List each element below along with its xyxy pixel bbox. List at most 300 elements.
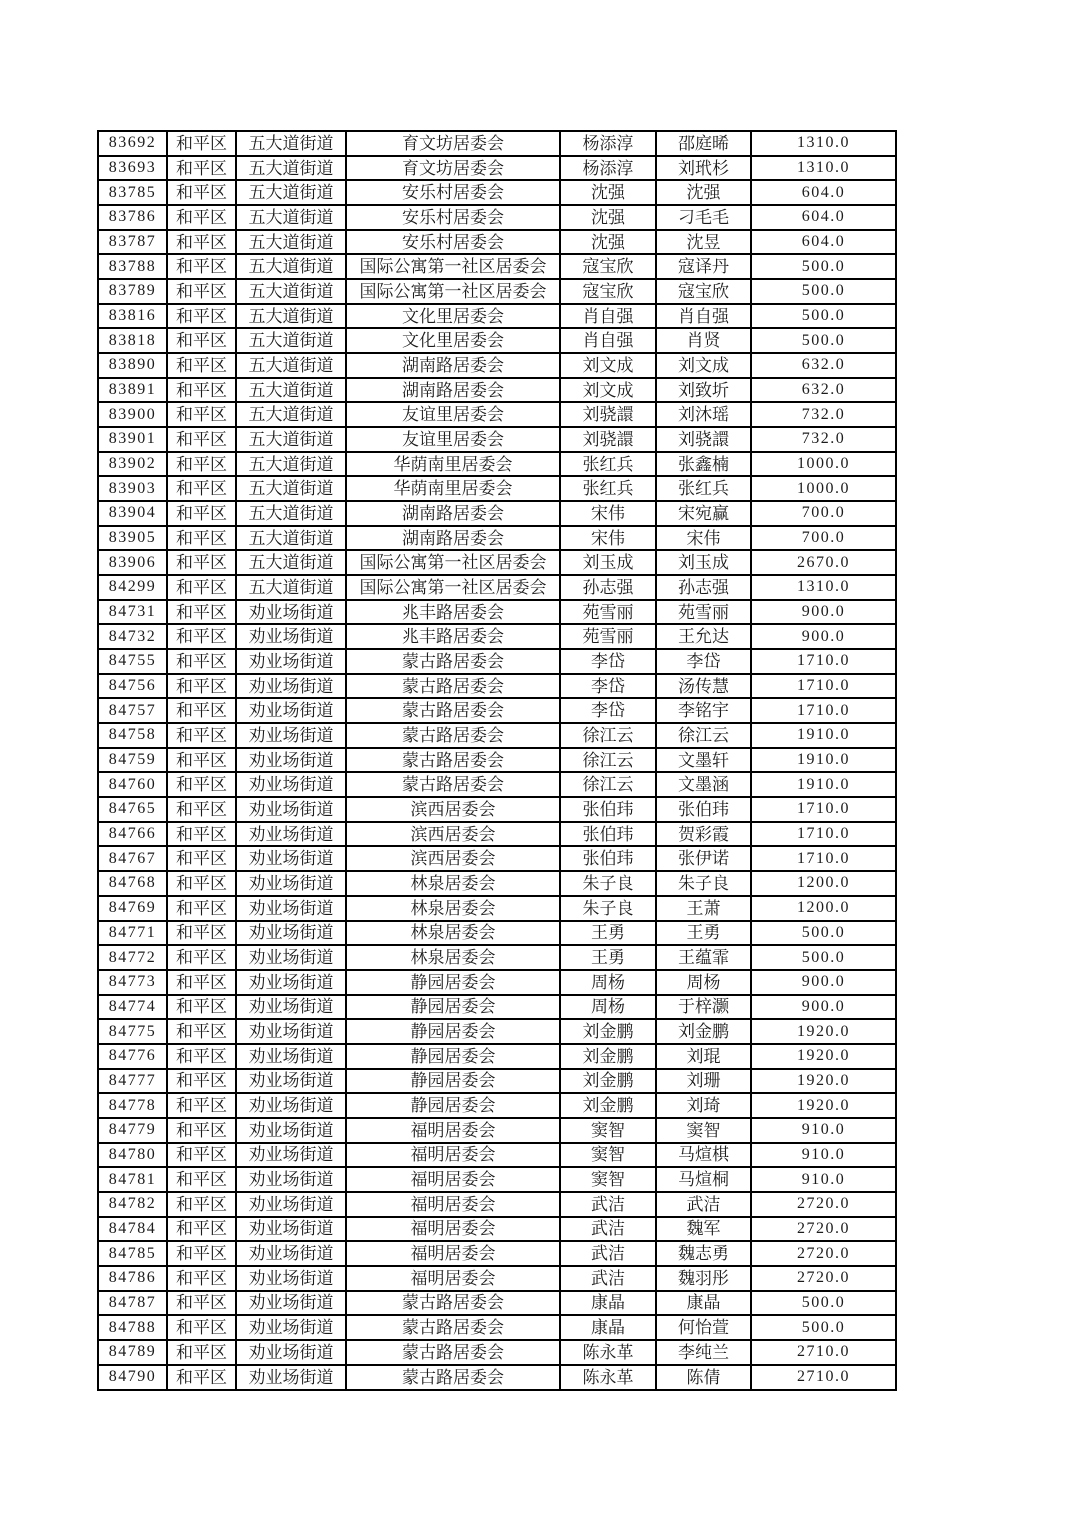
cell-name1: 康晶: [560, 1291, 656, 1316]
table-row: [98, 1217, 896, 1242]
table-row: [98, 698, 896, 723]
cell-name2: 文墨轩: [656, 748, 751, 773]
cell-name1: 刘骁譞: [560, 427, 656, 452]
cell-name1: 刘骁譞: [560, 402, 656, 427]
cell-committee: 蒙古路居委会: [346, 698, 560, 723]
cell-name1: 孙志强: [560, 575, 656, 600]
cell-amount: 500.0: [751, 304, 896, 329]
table-row: [98, 501, 896, 526]
cell-district: 和平区: [167, 476, 236, 501]
cell-district: 和平区: [167, 1118, 236, 1143]
cell-id: 83905: [98, 526, 167, 551]
cell-street: 五大道街道: [236, 402, 346, 427]
cell-street: 劝业场街道: [236, 674, 346, 699]
cell-id: 84779: [98, 1118, 167, 1143]
cell-amount: 2670.0: [751, 550, 896, 575]
cell-name1: 沈强: [560, 180, 656, 205]
cell-amount: 1710.0: [751, 822, 896, 847]
cell-district: 和平区: [167, 180, 236, 205]
cell-amount: 500.0: [751, 921, 896, 946]
cell-name1: 苑雪丽: [560, 600, 656, 625]
cell-committee: 兆丰路居委会: [346, 600, 560, 625]
cell-amount: 500.0: [751, 945, 896, 970]
cell-name2: 苑雪丽: [656, 600, 751, 625]
cell-name2: 徐江云: [656, 723, 751, 748]
cell-committee: 福明居委会: [346, 1192, 560, 1217]
cell-id: 83816: [98, 304, 167, 329]
cell-name2: 肖贤: [656, 328, 751, 353]
cell-amount: 500.0: [751, 1291, 896, 1316]
cell-id: 83692: [98, 131, 167, 156]
cell-street: 五大道街道: [236, 526, 346, 551]
cell-street: 劝业场街道: [236, 1291, 346, 1316]
cell-name1: 刘文成: [560, 378, 656, 403]
cell-street: 劝业场街道: [236, 945, 346, 970]
cell-district: 和平区: [167, 772, 236, 797]
cell-amount: 632.0: [751, 378, 896, 403]
cell-committee: 友谊里居委会: [346, 402, 560, 427]
cell-amount: 900.0: [751, 970, 896, 995]
cell-name1: 刘文成: [560, 353, 656, 378]
cell-district: 和平区: [167, 970, 236, 995]
cell-name2: 刘琦: [656, 1093, 751, 1118]
table-row: [98, 205, 896, 230]
cell-id: 84757: [98, 698, 167, 723]
cell-committee: 静园居委会: [346, 1019, 560, 1044]
cell-amount: 900.0: [751, 995, 896, 1020]
table-row: [98, 1365, 896, 1390]
cell-id: 84781: [98, 1167, 167, 1192]
cell-name2: 魏志勇: [656, 1241, 751, 1266]
cell-district: 和平区: [167, 1315, 236, 1340]
cell-name1: 刘金鹏: [560, 1044, 656, 1069]
cell-name1: 王勇: [560, 921, 656, 946]
cell-name2: 武洁: [656, 1192, 751, 1217]
cell-district: 和平区: [167, 797, 236, 822]
cell-id: 83789: [98, 279, 167, 304]
cell-name2: 李纯兰: [656, 1340, 751, 1365]
cell-street: 五大道街道: [236, 378, 346, 403]
cell-district: 和平区: [167, 1266, 236, 1291]
cell-street: 劝业场街道: [236, 1118, 346, 1143]
table-row: [98, 624, 896, 649]
cell-id: 84787: [98, 1291, 167, 1316]
cell-id: 84768: [98, 871, 167, 896]
cell-amount: 1200.0: [751, 896, 896, 921]
cell-street: 劝业场街道: [236, 1315, 346, 1340]
cell-street: 劝业场街道: [236, 921, 346, 946]
table-row: [98, 1143, 896, 1168]
cell-name1: 寇宝欣: [560, 254, 656, 279]
cell-name1: 张伯玮: [560, 846, 656, 871]
table-row: [98, 1167, 896, 1192]
table-row: [98, 476, 896, 501]
cell-name2: 刘骁譞: [656, 427, 751, 452]
cell-name1: 刘金鹏: [560, 1069, 656, 1094]
table-row: [98, 921, 896, 946]
cell-committee: 福明居委会: [346, 1266, 560, 1291]
cell-amount: 1000.0: [751, 452, 896, 477]
cell-district: 和平区: [167, 156, 236, 181]
cell-name2: 贺彩霞: [656, 822, 751, 847]
cell-id: 84769: [98, 896, 167, 921]
cell-name2: 陈倩: [656, 1365, 751, 1390]
cell-amount: 500.0: [751, 279, 896, 304]
cell-district: 和平区: [167, 526, 236, 551]
cell-name1: 沈强: [560, 230, 656, 255]
cell-district: 和平区: [167, 550, 236, 575]
cell-committee: 国际公寓第一社区居委会: [346, 254, 560, 279]
table-row: [98, 1019, 896, 1044]
cell-name1: 周杨: [560, 970, 656, 995]
cell-committee: 滨西居委会: [346, 797, 560, 822]
cell-name2: 张伯玮: [656, 797, 751, 822]
cell-committee: 蒙古路居委会: [346, 748, 560, 773]
cell-id: 84773: [98, 970, 167, 995]
cell-street: 劝业场街道: [236, 649, 346, 674]
cell-name2: 张伊诺: [656, 846, 751, 871]
cell-name1: 陈永革: [560, 1365, 656, 1390]
cell-id: 83693: [98, 156, 167, 181]
cell-street: 劝业场街道: [236, 846, 346, 871]
cell-id: 83786: [98, 205, 167, 230]
cell-id: 83891: [98, 378, 167, 403]
table-row: [98, 846, 896, 871]
cell-committee: 蒙古路居委会: [346, 1365, 560, 1390]
table-row: [98, 797, 896, 822]
cell-amount: 900.0: [751, 600, 896, 625]
cell-amount: 910.0: [751, 1143, 896, 1168]
table-row: [98, 230, 896, 255]
cell-amount: 500.0: [751, 254, 896, 279]
cell-street: 劝业场街道: [236, 896, 346, 921]
cell-name1: 徐江云: [560, 748, 656, 773]
cell-district: 和平区: [167, 402, 236, 427]
cell-id: 84732: [98, 624, 167, 649]
cell-name1: 苑雪丽: [560, 624, 656, 649]
table-row: [98, 1315, 896, 1340]
cell-district: 和平区: [167, 205, 236, 230]
cell-street: 劝业场街道: [236, 995, 346, 1020]
cell-name2: 肖自强: [656, 304, 751, 329]
cell-district: 和平区: [167, 871, 236, 896]
cell-name2: 刘珊: [656, 1069, 751, 1094]
cell-name1: 宋伟: [560, 501, 656, 526]
cell-name2: 文墨涵: [656, 772, 751, 797]
cell-id: 84780: [98, 1143, 167, 1168]
cell-name2: 刘琨: [656, 1044, 751, 1069]
cell-amount: 1000.0: [751, 476, 896, 501]
cell-district: 和平区: [167, 1365, 236, 1390]
cell-street: 劝业场街道: [236, 1192, 346, 1217]
cell-id: 84790: [98, 1365, 167, 1390]
cell-district: 和平区: [167, 1340, 236, 1365]
cell-name1: 武洁: [560, 1266, 656, 1291]
cell-id: 83787: [98, 230, 167, 255]
cell-district: 和平区: [167, 1192, 236, 1217]
cell-district: 和平区: [167, 822, 236, 847]
cell-name2: 李铭宇: [656, 698, 751, 723]
cell-committee: 福明居委会: [346, 1167, 560, 1192]
cell-district: 和平区: [167, 1291, 236, 1316]
records-table: [97, 130, 897, 1391]
cell-name2: 刁毛毛: [656, 205, 751, 230]
cell-district: 和平区: [167, 279, 236, 304]
cell-committee: 兆丰路居委会: [346, 624, 560, 649]
table-row: [98, 1044, 896, 1069]
cell-street: 劝业场街道: [236, 1365, 346, 1390]
cell-id: 83788: [98, 254, 167, 279]
cell-id: 84731: [98, 600, 167, 625]
cell-name2: 何怡萱: [656, 1315, 751, 1340]
table-row: [98, 748, 896, 773]
cell-id: 84767: [98, 846, 167, 871]
cell-name1: 张红兵: [560, 452, 656, 477]
cell-street: 劝业场街道: [236, 797, 346, 822]
cell-id: 83903: [98, 476, 167, 501]
cell-id: 83890: [98, 353, 167, 378]
table-row: [98, 1266, 896, 1291]
cell-amount: 604.0: [751, 205, 896, 230]
cell-street: 五大道街道: [236, 353, 346, 378]
cell-street: 劝业场街道: [236, 772, 346, 797]
cell-name1: 沈强: [560, 205, 656, 230]
cell-street: 劝业场街道: [236, 970, 346, 995]
cell-name1: 窦智: [560, 1143, 656, 1168]
cell-amount: 1710.0: [751, 698, 896, 723]
cell-district: 和平区: [167, 921, 236, 946]
table-row: [98, 427, 896, 452]
cell-name1: 刘金鹏: [560, 1093, 656, 1118]
cell-name2: 刘金鹏: [656, 1019, 751, 1044]
cell-amount: 700.0: [751, 501, 896, 526]
cell-district: 和平区: [167, 353, 236, 378]
cell-street: 劝业场街道: [236, 1217, 346, 1242]
cell-name2: 刘致圻: [656, 378, 751, 403]
cell-name2: 王允达: [656, 624, 751, 649]
cell-id: 84756: [98, 674, 167, 699]
cell-committee: 国际公寓第一社区居委会: [346, 575, 560, 600]
cell-name2: 汤传慧: [656, 674, 751, 699]
cell-name2: 张鑫楠: [656, 452, 751, 477]
cell-amount: 732.0: [751, 402, 896, 427]
cell-id: 83906: [98, 550, 167, 575]
cell-street: 五大道街道: [236, 328, 346, 353]
cell-district: 和平区: [167, 624, 236, 649]
cell-name2: 宋宛赢: [656, 501, 751, 526]
cell-committee: 华荫南里居委会: [346, 452, 560, 477]
cell-street: 五大道街道: [236, 304, 346, 329]
table-row: [98, 353, 896, 378]
cell-district: 和平区: [167, 328, 236, 353]
cell-amount: 910.0: [751, 1118, 896, 1143]
cell-name2: 刘文成: [656, 353, 751, 378]
cell-committee: 育文坊居委会: [346, 156, 560, 181]
cell-district: 和平区: [167, 378, 236, 403]
cell-district: 和平区: [167, 254, 236, 279]
cell-street: 劝业场街道: [236, 822, 346, 847]
cell-amount: 700.0: [751, 526, 896, 551]
cell-committee: 滨西居委会: [346, 846, 560, 871]
cell-name2: 寇译丹: [656, 254, 751, 279]
table-row: [98, 674, 896, 699]
cell-name2: 寇宝欣: [656, 279, 751, 304]
cell-name2: 王蕴霏: [656, 945, 751, 970]
cell-committee: 蒙古路居委会: [346, 772, 560, 797]
cell-id: 84772: [98, 945, 167, 970]
cell-id: 84771: [98, 921, 167, 946]
cell-street: 劝业场街道: [236, 748, 346, 773]
cell-amount: 1310.0: [751, 131, 896, 156]
cell-name2: 马煊棋: [656, 1143, 751, 1168]
cell-id: 84782: [98, 1192, 167, 1217]
cell-name2: 刘玉成: [656, 550, 751, 575]
cell-street: 劝业场街道: [236, 871, 346, 896]
table-row: [98, 649, 896, 674]
cell-district: 和平区: [167, 723, 236, 748]
table-row: [98, 600, 896, 625]
cell-name1: 宋伟: [560, 526, 656, 551]
cell-name2: 周杨: [656, 970, 751, 995]
cell-id: 84784: [98, 1217, 167, 1242]
cell-amount: 1910.0: [751, 748, 896, 773]
cell-id: 84776: [98, 1044, 167, 1069]
cell-name1: 周杨: [560, 995, 656, 1020]
table-row: [98, 1069, 896, 1094]
table-row: [98, 180, 896, 205]
cell-street: 劝业场街道: [236, 1241, 346, 1266]
cell-amount: 500.0: [751, 328, 896, 353]
cell-name2: 刘玳杉: [656, 156, 751, 181]
cell-amount: 910.0: [751, 1167, 896, 1192]
cell-committee: 安乐村居委会: [346, 205, 560, 230]
cell-amount: 2720.0: [751, 1241, 896, 1266]
cell-id: 83904: [98, 501, 167, 526]
cell-name2: 沈强: [656, 180, 751, 205]
table-row: [98, 822, 896, 847]
cell-amount: 1200.0: [751, 871, 896, 896]
cell-amount: 1910.0: [751, 772, 896, 797]
cell-amount: 2710.0: [751, 1365, 896, 1390]
cell-name1: 朱子良: [560, 871, 656, 896]
cell-id: 84766: [98, 822, 167, 847]
table-row: [98, 1192, 896, 1217]
table-row: [98, 402, 896, 427]
cell-committee: 林泉居委会: [346, 896, 560, 921]
cell-district: 和平区: [167, 1069, 236, 1094]
cell-street: 劝业场街道: [236, 723, 346, 748]
cell-street: 劝业场街道: [236, 624, 346, 649]
table-row: [98, 1340, 896, 1365]
table-row: [98, 452, 896, 477]
cell-id: 83901: [98, 427, 167, 452]
cell-name2: 康晶: [656, 1291, 751, 1316]
cell-district: 和平区: [167, 995, 236, 1020]
cell-committee: 静园居委会: [346, 1044, 560, 1069]
cell-street: 五大道街道: [236, 131, 346, 156]
cell-name1: 王勇: [560, 945, 656, 970]
cell-name2: 邵庭晞: [656, 131, 751, 156]
table-row: [98, 279, 896, 304]
cell-name1: 李岱: [560, 674, 656, 699]
cell-name2: 于梓灏: [656, 995, 751, 1020]
cell-district: 和平区: [167, 846, 236, 871]
table-row: [98, 131, 896, 156]
cell-amount: 1310.0: [751, 575, 896, 600]
cell-committee: 滨西居委会: [346, 822, 560, 847]
cell-name1: 徐江云: [560, 723, 656, 748]
cell-street: 五大道街道: [236, 575, 346, 600]
cell-committee: 林泉居委会: [346, 945, 560, 970]
table-row: [98, 896, 896, 921]
cell-committee: 福明居委会: [346, 1143, 560, 1168]
cell-district: 和平区: [167, 427, 236, 452]
cell-amount: 732.0: [751, 427, 896, 452]
cell-district: 和平区: [167, 501, 236, 526]
table-row: [98, 575, 896, 600]
cell-name1: 李岱: [560, 649, 656, 674]
cell-amount: 1710.0: [751, 797, 896, 822]
cell-name1: 徐江云: [560, 772, 656, 797]
cell-district: 和平区: [167, 131, 236, 156]
cell-committee: 国际公寓第一社区居委会: [346, 279, 560, 304]
cell-id: 84755: [98, 649, 167, 674]
cell-street: 五大道街道: [236, 501, 346, 526]
cell-amount: 632.0: [751, 353, 896, 378]
cell-street: 五大道街道: [236, 230, 346, 255]
cell-street: 劝业场街道: [236, 1266, 346, 1291]
cell-name1: 武洁: [560, 1217, 656, 1242]
cell-district: 和平区: [167, 304, 236, 329]
cell-name2: 朱子良: [656, 871, 751, 896]
cell-committee: 安乐村居委会: [346, 180, 560, 205]
cell-committee: 安乐村居委会: [346, 230, 560, 255]
cell-id: 83818: [98, 328, 167, 353]
cell-street: 劝业场街道: [236, 1143, 346, 1168]
cell-name1: 窦智: [560, 1167, 656, 1192]
cell-name1: 窦智: [560, 1118, 656, 1143]
cell-amount: 2720.0: [751, 1217, 896, 1242]
cell-amount: 900.0: [751, 624, 896, 649]
cell-committee: 友谊里居委会: [346, 427, 560, 452]
cell-id: 84299: [98, 575, 167, 600]
cell-name1: 武洁: [560, 1241, 656, 1266]
cell-id: 83785: [98, 180, 167, 205]
cell-id: 84786: [98, 1266, 167, 1291]
cell-committee: 蒙古路居委会: [346, 1315, 560, 1340]
cell-committee: 静园居委会: [346, 1093, 560, 1118]
cell-amount: 1710.0: [751, 674, 896, 699]
table-row: [98, 526, 896, 551]
cell-name1: 康晶: [560, 1315, 656, 1340]
cell-committee: 福明居委会: [346, 1118, 560, 1143]
table-row: [98, 550, 896, 575]
cell-name2: 宋伟: [656, 526, 751, 551]
cell-name1: 杨添淳: [560, 131, 656, 156]
cell-amount: 2720.0: [751, 1266, 896, 1291]
table-row: [98, 378, 896, 403]
cell-street: 劝业场街道: [236, 698, 346, 723]
cell-name2: 马煊桐: [656, 1167, 751, 1192]
cell-committee: 蒙古路居委会: [346, 1291, 560, 1316]
cell-committee: 林泉居委会: [346, 921, 560, 946]
cell-name2: 孙志强: [656, 575, 751, 600]
cell-street: 五大道街道: [236, 476, 346, 501]
cell-committee: 华荫南里居委会: [346, 476, 560, 501]
cell-id: 84759: [98, 748, 167, 773]
cell-committee: 林泉居委会: [346, 871, 560, 896]
table-row: [98, 1093, 896, 1118]
